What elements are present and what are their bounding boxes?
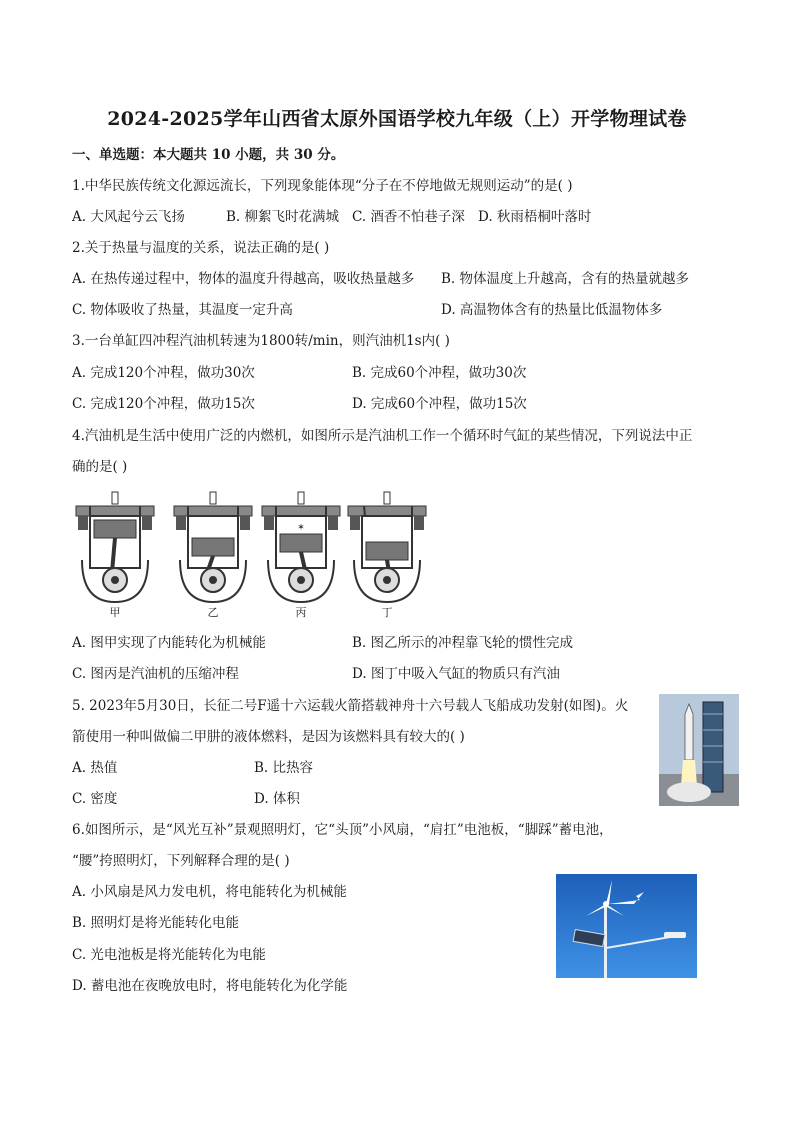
q1-option-b: B. 柳絮飞时花满城 — [226, 209, 340, 225]
question-1-stem: 1.中华民族传统文化源远流长，下列现象能体现“分子在不停地做无规则运动”的是( ) — [72, 178, 573, 194]
q4-option-b: B. 图乙所示的冲程靠飞轮的惯性完成 — [352, 635, 574, 651]
q3-option-d: D. 完成60个冲程，做功15次 — [352, 396, 527, 412]
rocket-icon — [659, 694, 739, 806]
q6-option-c: C. 光电池板是将光能转化为电能 — [72, 947, 266, 963]
q3-option-a: A. 完成120个冲程，做功30次 — [72, 365, 255, 381]
q4-option-a: A. 图甲实现了内能转化为机械能 — [72, 635, 266, 651]
engine-icon — [344, 490, 430, 605]
engine-label-ding: 丁 — [381, 606, 393, 619]
q1-option-a: A. 大风起兮云飞扬 — [72, 209, 185, 225]
engine-label-jia: 甲 — [109, 606, 121, 619]
q6-option-d: D. 蓄电池在夜晚放电时，将电能转化为化学能 — [72, 978, 348, 994]
rocket-launch-photo — [659, 694, 739, 806]
engine-cycle-figure — [72, 490, 452, 620]
engine-diagram-ding — [344, 490, 430, 620]
question-6-stem-line2: “腰”挎照明灯，下列解释合理的是( ) — [72, 853, 290, 869]
svg-text:✶: ✶ — [297, 523, 305, 533]
q6-option-b: B. 照明灯是将光能转化电能 — [72, 915, 240, 931]
q5-option-c: C. 密度 — [72, 791, 118, 807]
question-2-stem: 2.关于热量与温度的关系，说法正确的是( ) — [72, 240, 330, 256]
engine-diagram-jia — [72, 490, 158, 620]
engine-icon — [72, 490, 158, 605]
q5-option-d: D. 体积 — [254, 791, 300, 807]
question-5-stem-line1: 5. 2023年5月30日，长征二号F遥十六运载火箭搭载神舟十六号载人飞船成功发射(如图)。火 — [72, 698, 629, 714]
q3-option-c: C. 完成120个冲程，做功15次 — [72, 396, 255, 412]
q2-option-a: A. 在热传递过程中，物体的温度升得越高，吸收热量越多 — [72, 271, 415, 287]
wind-solar-lamp-photo — [556, 874, 697, 978]
wind-turbine-icon — [556, 874, 697, 978]
q5-option-a: A. 热值 — [72, 760, 118, 776]
engine-label-yi: 乙 — [207, 606, 219, 619]
q2-option-d: D. 高温物体含有的热量比低温物体多 — [441, 302, 663, 318]
q6-option-a: A. 小风扇是风力发电机，将电能转化为机械能 — [72, 884, 347, 900]
engine-diagram-bing — [258, 490, 344, 620]
engine-label-bing: 丙 — [295, 606, 307, 619]
q1-option-c: C. 酒香不怕巷子深 — [352, 209, 465, 225]
engine-icon — [170, 490, 256, 605]
section-heading: 一、单选题：本大题共 10 小题，共 30 分。 — [72, 147, 345, 163]
page-title: 2024-2025学年山西省太原外国语学校九年级（上）开学物理试卷 — [107, 108, 687, 130]
question-6-stem-line1: 6.如图所示，是“风光互补”景观照明灯，它“头顶”小风扇，“肩扛”电池板，“脚踩”蓄电池， — [72, 822, 613, 838]
question-5-stem-line2: 箭使用一种叫做偏二甲肼的液体燃料，是因为该燃料具有较大的( ) — [72, 729, 465, 745]
q5-option-b: B. 比热容 — [254, 760, 314, 776]
question-4-stem-line2: 确的是( ) — [72, 459, 128, 475]
question-3-stem: 3.一台单缸四冲程汽油机转速为1800转/min，则汽油机1s内( ) — [72, 333, 450, 349]
engine-diagram-yi — [170, 490, 256, 620]
q2-option-b: B. 物体温度上升越高，含有的热量就越多 — [441, 271, 690, 287]
engine-icon — [258, 490, 344, 605]
q3-option-b: B. 完成60个冲程，做功30次 — [352, 365, 527, 381]
q1-option-d: D. 秋雨梧桐叶落时 — [478, 209, 592, 225]
q4-option-d: D. 图丁中吸入气缸的物质只有汽油 — [352, 666, 560, 682]
q4-option-c: C. 图丙是汽油机的压缩冲程 — [72, 666, 239, 682]
question-4-stem-line1: 4.汽油机是生活中使用广泛的内燃机，如图所示是汽油机工作一个循环时气缸的某些情况，下列说法中正 — [72, 428, 693, 444]
q2-option-c: C. 物体吸收了热量，其温度一定升高 — [72, 302, 293, 318]
